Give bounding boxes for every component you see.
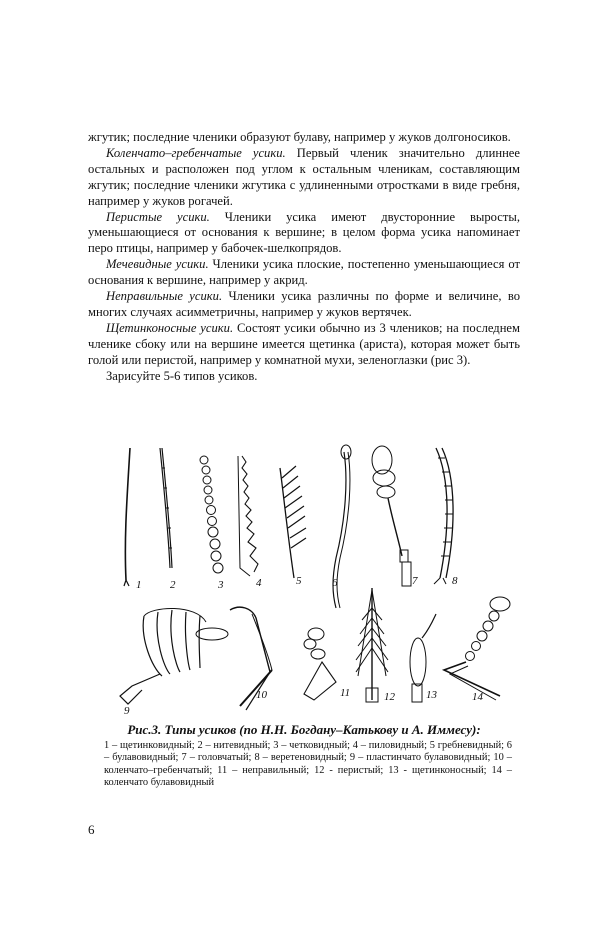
term-ensiform: Мечевидные усики. xyxy=(106,257,209,272)
figure-label-3: 3 xyxy=(218,579,224,591)
paragraph-1-text: Первый членик значительно длиннее остальных и расположен под углом к остальным членикам, составляющим жгутик; последние членики жгутика с удлиненными отростками в виде гребня, например у жуков рогачей. xyxy=(88,145,520,208)
antenna-14-knee-clavate xyxy=(444,597,510,703)
paragraph-3 xyxy=(88,257,520,289)
figure-caption-text: 1 – щетинковидный; 2 – нитевидный; 3 – четковидный; 4 – пиловидный; 5 гребневидный; 6 – булавовидный; 7 – головчатый; 8 – веретеновидный; 9 – пластинчато булавовидный; 10 – коленчато–гребенчатый; 11 – неправильный; 12 - перистый; 13 - щетинконосный; 14 – коленчато булавовидный xyxy=(104,740,512,789)
antenna-8-fusiform xyxy=(434,448,458,587)
paragraph-4 xyxy=(88,289,520,321)
term-irregular: Неправильные усики. xyxy=(106,289,223,304)
paragraph-0-text: жгутик; последние членики образуют булаву, например у жуков долгоносиков. xyxy=(88,130,511,144)
figure-label-7: 7 xyxy=(412,575,418,587)
antenna-drawings xyxy=(100,438,520,718)
figure-caption-title: Рис.3. Типы усиков (по Н.Н. Богдану–Катькову и А. Иммесу): xyxy=(127,722,481,737)
term-aristate: Щетинконосные усики. xyxy=(106,320,234,335)
paragraph-6 xyxy=(88,369,520,385)
antenna-4-serrate xyxy=(238,456,262,589)
antenna-9-lamellate xyxy=(120,608,228,717)
antenna-6-clavate xyxy=(332,445,351,608)
paragraph-5 xyxy=(88,321,520,369)
term-plumose: Перистые усики. xyxy=(106,209,210,224)
figure-label-9: 9 xyxy=(124,705,130,717)
antenna-7-capitate xyxy=(372,446,418,587)
figure-label-11: 11 xyxy=(340,687,351,699)
antenna-13-aristate xyxy=(410,614,438,702)
page-number: 6 xyxy=(88,822,95,837)
paragraph-0 xyxy=(88,130,520,146)
figure-label-12: 12 xyxy=(384,691,395,703)
antenna-10-knee-pectinate xyxy=(230,607,272,710)
figure-label-13: 13 xyxy=(426,689,437,701)
figure-label-8: 8 xyxy=(452,575,458,587)
paragraph-4-text: Членики усика различны по форме и величине, во многих случаях асимметричны, например у жуков вертячек. xyxy=(88,289,521,319)
paragraph-6-text: Зарисуйте 5-6 типов усиков. xyxy=(106,368,258,383)
antenna-5-pectinate xyxy=(280,466,306,587)
figure-label-14: 14 xyxy=(472,691,483,703)
antenna-11-irregular xyxy=(304,628,350,700)
antenna-12-plumose xyxy=(356,588,396,703)
antenna-3-moniliform xyxy=(200,456,224,591)
antenna-2-filiform xyxy=(160,448,176,591)
paragraph-3-text: Членики усика плоские, постепенно уменьшающиеся от основания к вершине, например у акрид. xyxy=(88,257,520,288)
paragraph-2-text: Членики усика имеют двусторонние выросты, уменьшающиеся от основания к вершине; в целом форма усика напоминает перо птицы, например у бабочек-шелкопрядов. xyxy=(88,209,520,256)
figure-label-6: 6 xyxy=(332,577,338,589)
figure-label-2: 2 xyxy=(170,579,176,591)
figure-label-10: 10 xyxy=(256,689,267,701)
figure-label-4: 4 xyxy=(256,577,262,589)
figure-label-1: 1 xyxy=(136,579,142,591)
body-text xyxy=(88,130,520,385)
paragraph-2 xyxy=(88,210,520,258)
paragraph-1 xyxy=(88,146,520,210)
paragraph-5-text: Состоят усики обычно из 3 члеников; на последнем членике сбоку или на вершине имеется щетинка (ариста), которая может быть голой или перистой, например у комнатной мухи, зеленоглазки (рис 3). xyxy=(88,320,520,367)
antenna-types-figure xyxy=(100,438,520,718)
antenna-1-setaceous xyxy=(124,448,142,591)
term-knee-pectinate: Коленчато–гребенчатые усики. xyxy=(106,145,286,160)
figure-label-5: 5 xyxy=(296,575,302,587)
